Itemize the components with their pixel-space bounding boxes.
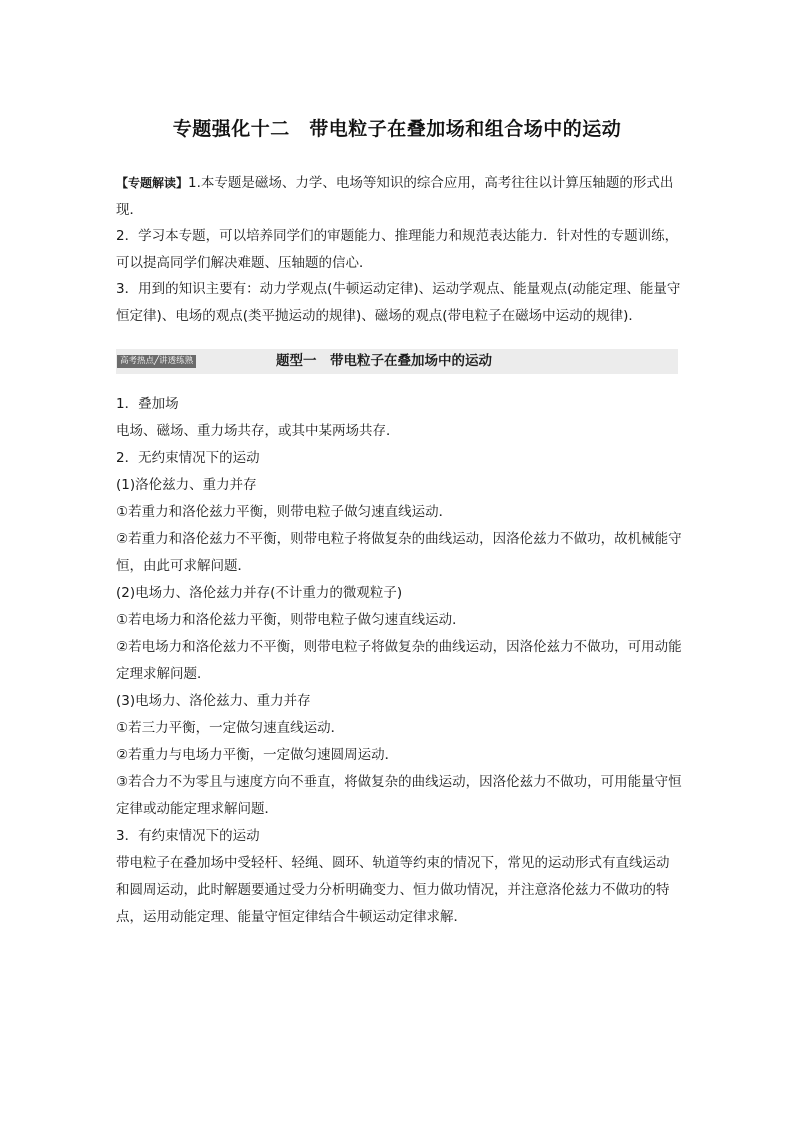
section-body — [116, 391, 682, 931]
section-title: 题型一 带电粒子在叠加场中的运动 — [276, 353, 492, 369]
body-paragraph: ③若合力不为零且与速度方向不垂直，将做复杂的曲线运动，因洛伦兹力不做功，可用能量守恒定律或动能定理求解问题． — [116, 774, 682, 817]
intro-paragraph-3: 3．用到的知识主要有：动力学观点(牛顿运动定律)、运动学观点、能量观点(动能定理、能量守恒定律)、电场的观点(类平抛运动的规律)、磁场的观点(带电粒子在磁场中运动的规律)． — [116, 281, 681, 324]
subheading-case-3: (3)电场力、洛伦兹力、重力并存 — [116, 693, 311, 709]
body-paragraph: ①若重力和洛伦兹力平衡，则带电粒子做匀速直线运动． — [116, 504, 453, 520]
heading-unconstrained-motion: 2．无约束情况下的运动 — [116, 450, 260, 466]
body-paragraph: ①若电场力和洛伦兹力平衡，则带电粒子做匀速直线运动． — [116, 612, 466, 628]
heading-superposed-field: 1．叠加场 — [116, 396, 179, 412]
body-paragraph: 电场、磁场、重力场共存，或其中某两场共存． — [116, 423, 400, 439]
body-paragraph: 带电粒子在叠加场中受轻杆、轻绳、圆环、轨道等约束的情况下，常见的运动形式有直线运动和圆周运动，此时解题要通过受力分析明确变力、恒力做功情况，并注意洛伦兹力不做功的特点，运用动能定理、能量守恒定律结合牛顿运动定律求解． — [116, 855, 670, 925]
page-title: 专题强化十二 带电粒子在叠加场和组合场中的运动 — [172, 118, 622, 140]
body-paragraph: ②若电场力和洛伦兹力不平衡，则带电粒子将做复杂的曲线运动，因洛伦兹力不做功，可用动能定理求解问题． — [116, 639, 682, 682]
body-paragraph: ②若重力与电场力平衡，一定做匀速圆周运动． — [116, 747, 399, 763]
section-badge: 高考热点╱讲透练熟 — [117, 355, 196, 368]
body-paragraph: ②若重力和洛伦兹力不平衡，则带电粒子将做复杂的曲线运动，因洛伦兹力不做功，故机械能守恒，由此可求解问题． — [116, 531, 682, 574]
section-header — [116, 349, 678, 374]
intro-text-1: 1.本专题是磁场、力学、电场等知识的综合应用，高考往往以计算压轴题的形式出现． — [116, 175, 674, 218]
topic-intro — [116, 170, 682, 329]
heading-constrained-motion: 3．有约束情况下的运动 — [116, 828, 260, 844]
intro-paragraph-1 — [116, 170, 682, 223]
subheading-case-2: (2)电场力、洛伦兹力并存(不计重力的微观粒子) — [116, 585, 403, 601]
subheading-case-1: (1)洛伦兹力、重力并存 — [116, 477, 257, 493]
body-paragraph: ①若三力平衡，一定做匀速直线运动． — [116, 720, 345, 736]
intro-paragraph-2: 2．学习本专题，可以培养同学们的审题能力、推理能力和规范表达能力．针对性的专题训练，可以提高同学们解决难题、压轴题的信心． — [116, 228, 679, 271]
intro-tag: 【专题解读】 — [116, 176, 189, 190]
